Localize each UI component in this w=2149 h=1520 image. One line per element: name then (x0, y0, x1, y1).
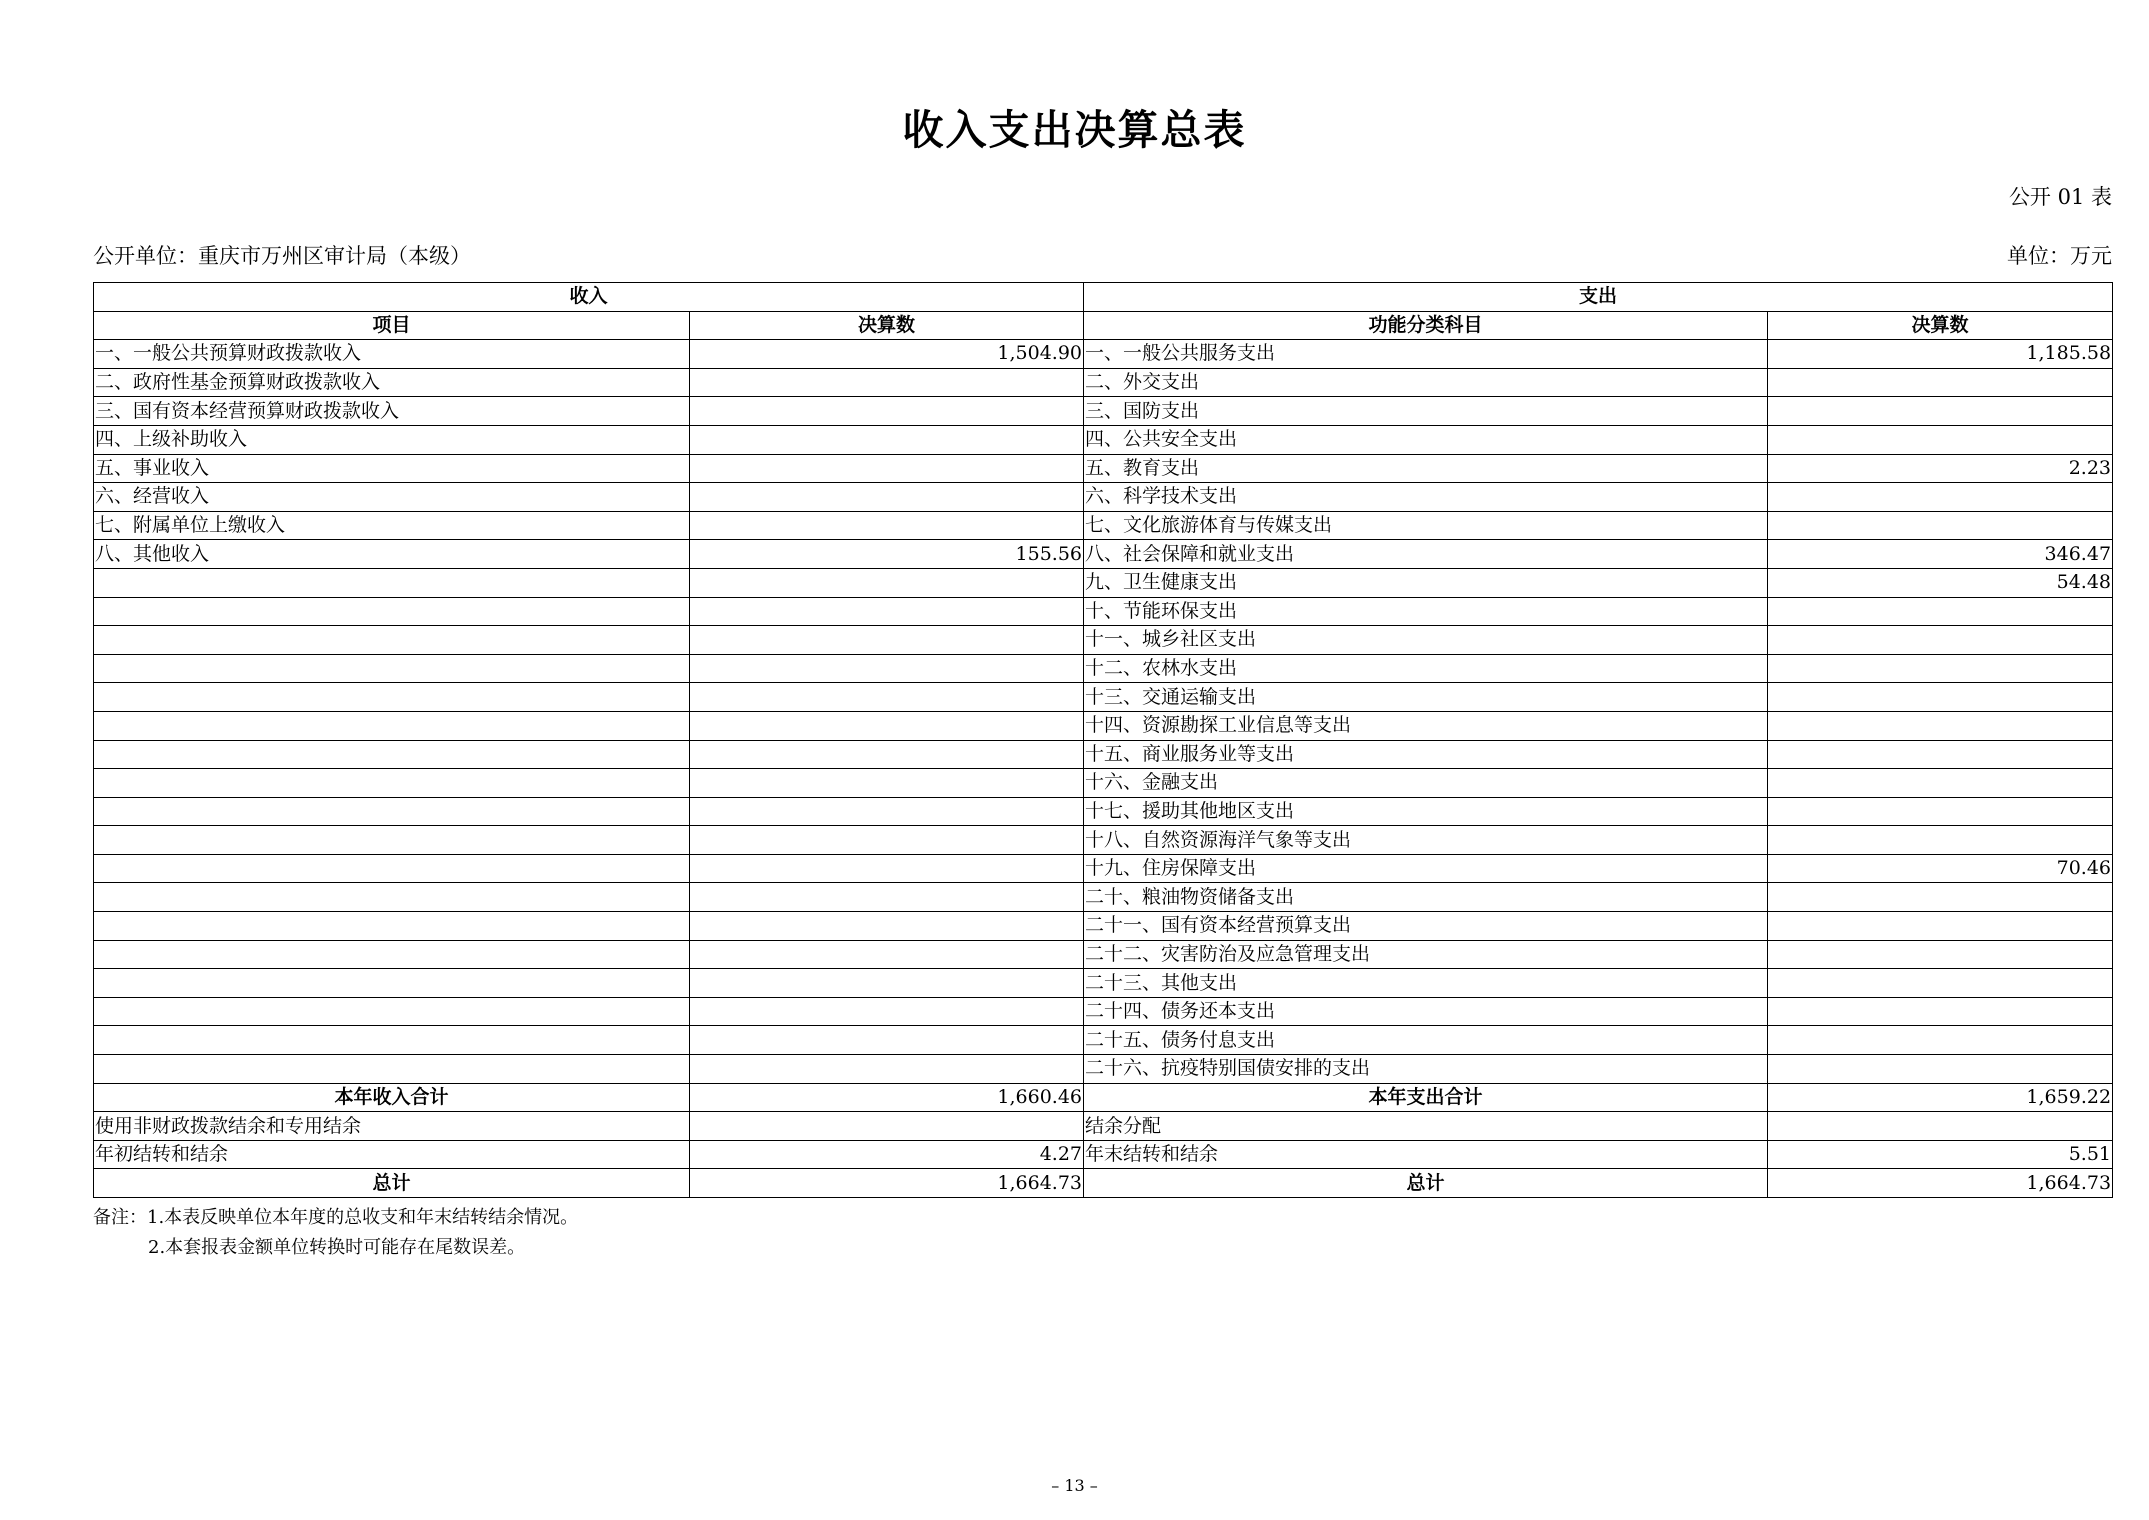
income-amount-cell (690, 940, 1084, 969)
table-row (94, 997, 2113, 1026)
income-item-cell: 三、国有资本经营预算财政拨款收入 (94, 397, 690, 426)
expense-amount-cell (1768, 425, 2113, 454)
expense-item-cell: 三、国防支出 (1084, 397, 1768, 426)
table-row (94, 826, 2113, 855)
item-header: 项目 (94, 311, 690, 340)
table-row (94, 597, 2113, 626)
income-amount-cell (690, 511, 1084, 540)
expense-amount-cell (1768, 711, 2113, 740)
table-row (94, 1140, 2113, 1169)
expense-header: 支出 (1084, 283, 2113, 312)
income-amount-cell (690, 969, 1084, 998)
expense-item-cell: 八、社会保障和就业支出 (1084, 540, 1768, 569)
table-row (94, 425, 2113, 454)
expense-item-cell: 十九、住房保障支出 (1084, 854, 1768, 883)
expense-item-cell: 十四、资源勘探工业信息等支出 (1084, 711, 1768, 740)
expense-item-cell: 二、外交支出 (1084, 368, 1768, 397)
income-item-cell: 二、政府性基金预算财政拨款收入 (94, 368, 690, 397)
expense-item-cell: 一、一般公共服务支出 (1084, 340, 1768, 369)
table-row (94, 1112, 2113, 1141)
income-item-cell: 年初结转和结余 (94, 1140, 690, 1169)
income-amount-cell (690, 368, 1084, 397)
expense-amount-cell (1768, 1112, 2113, 1141)
table-row (94, 540, 2113, 569)
income-amount-cell: 155.56 (690, 540, 1084, 569)
expense-item-cell: 二十一、国有资本经营预算支出 (1084, 912, 1768, 941)
expense-amount-cell (1768, 483, 2113, 512)
income-item-cell (94, 769, 690, 798)
note-1: 备注：1.本表反映单位本年度的总收支和年末结转结余情况。 (93, 1207, 579, 1228)
income-item-cell: 六、经营收入 (94, 483, 690, 512)
income-amount-cell (690, 1112, 1084, 1141)
income-item-cell (94, 997, 690, 1026)
income-item-cell (94, 740, 690, 769)
expense-item-cell: 十、节能环保支出 (1084, 597, 1768, 626)
income-item-cell (94, 940, 690, 969)
expense-amount-cell (1768, 883, 2113, 912)
expense-amount-cell: 70.46 (1768, 854, 2113, 883)
income-amount-cell (690, 854, 1084, 883)
table-row (94, 626, 2113, 655)
expense-amount-cell (1768, 626, 2113, 655)
income-amount-cell (690, 568, 1084, 597)
expense-amount-cell (1768, 969, 2113, 998)
expense-item-cell: 六、科学技术支出 (1084, 483, 1768, 512)
page-number: – 13 – (1051, 1476, 1098, 1495)
table-row (94, 511, 2113, 540)
income-item-cell (94, 912, 690, 941)
income-item-cell: 八、其他收入 (94, 540, 690, 569)
total-row (94, 1169, 2113, 1198)
table-row (94, 654, 2113, 683)
expense-amount-cell: 1,185.58 (1768, 340, 2113, 369)
income-amount-cell (690, 626, 1084, 655)
income-item-cell: 四、上级补助收入 (94, 425, 690, 454)
expense-item-cell: 二十三、其他支出 (1084, 969, 1768, 998)
expense-item-cell: 二十、粮油物资储备支出 (1084, 883, 1768, 912)
expense-amount-cell (1768, 1026, 2113, 1055)
income-item-cell: 五、事业收入 (94, 454, 690, 483)
expense-amount-cell (1768, 826, 2113, 855)
expense-item-cell: 二十二、灾害防治及应急管理支出 (1084, 940, 1768, 969)
income-item-cell (94, 626, 690, 655)
expense-item-cell: 九、卫生健康支出 (1084, 568, 1768, 597)
expense-item-cell: 二十五、债务付息支出 (1084, 1026, 1768, 1055)
header-row-columns (94, 311, 2113, 340)
budget-summary-table (93, 282, 2113, 1198)
table-row (94, 568, 2113, 597)
table-row (94, 969, 2113, 998)
form-number: 公开 01 表 (2008, 185, 2112, 209)
expense-item-cell: 二十四、债务还本支出 (1084, 997, 1768, 1026)
income-amount-cell (690, 826, 1084, 855)
income-amount-cell: 1,504.90 (690, 340, 1084, 369)
table-row (94, 940, 2113, 969)
table-body (94, 283, 2113, 1198)
amount-header: 决算数 (690, 311, 1084, 340)
income-item-cell: 使用非财政拨款结余和专用结余 (94, 1112, 690, 1141)
income-item-cell (94, 711, 690, 740)
income-amount-cell (690, 797, 1084, 826)
income-amount-cell (690, 997, 1084, 1026)
expense-amount-cell (1768, 797, 2113, 826)
table-row (94, 854, 2113, 883)
expense-amount-cell (1768, 740, 2113, 769)
income-item-cell: 七、附属单位上缴收入 (94, 511, 690, 540)
income-amount-cell: 4.27 (690, 1140, 1084, 1169)
expense-amount-cell: 54.48 (1768, 568, 2113, 597)
income-amount-cell (690, 740, 1084, 769)
income-amount-cell (690, 883, 1084, 912)
expense-item-cell: 十三、交通运输支出 (1084, 683, 1768, 712)
amount-header-expense: 决算数 (1768, 311, 2113, 340)
expense-amount-cell: 346.47 (1768, 540, 2113, 569)
income-item-cell (94, 1055, 690, 1084)
table-row (94, 740, 2113, 769)
expense-amount-cell (1768, 397, 2113, 426)
table-row (94, 883, 2113, 912)
page-title: 收入支出决算总表 (902, 106, 1247, 154)
table-row (94, 769, 2113, 798)
table-row (94, 797, 2113, 826)
expense-amount-cell (1768, 997, 2113, 1026)
header-row-group (94, 283, 2113, 312)
income-item-cell: 一、一般公共预算财政拨款收入 (94, 340, 690, 369)
income-amount-cell (690, 711, 1084, 740)
expense-item-cell: 五、教育支出 (1084, 454, 1768, 483)
income-amount-cell (690, 397, 1084, 426)
table-row (94, 368, 2113, 397)
expense-amount-cell: 2.23 (1768, 454, 2113, 483)
expense-amount-cell (1768, 769, 2113, 798)
income-item-cell (94, 1026, 690, 1055)
table-row (94, 340, 2113, 369)
income-amount-cell: 1,664.73 (690, 1169, 1084, 1198)
income-amount-cell: 1,660.46 (690, 1083, 1084, 1112)
income-item-cell (94, 883, 690, 912)
expense-item-cell: 本年支出合计 (1084, 1083, 1768, 1112)
expense-item-cell: 十六、金融支出 (1084, 769, 1768, 798)
income-amount-cell (690, 454, 1084, 483)
income-amount-cell (690, 683, 1084, 712)
income-amount-cell (690, 769, 1084, 798)
expense-amount-cell: 1,664.73 (1768, 1169, 2113, 1198)
table-row (94, 483, 2113, 512)
expense-item-cell: 年末结转和结余 (1084, 1140, 1768, 1169)
income-amount-cell (690, 654, 1084, 683)
expense-item-cell: 结余分配 (1084, 1112, 1768, 1141)
expense-item-cell: 十七、援助其他地区支出 (1084, 797, 1768, 826)
income-amount-cell (690, 425, 1084, 454)
expense-amount-cell (1768, 683, 2113, 712)
income-item-cell (94, 969, 690, 998)
income-item-cell (94, 683, 690, 712)
expense-item-cell: 十八、自然资源海洋气象等支出 (1084, 826, 1768, 855)
income-item-cell (94, 654, 690, 683)
reporting-unit: 公开单位：重庆市万州区审计局（本级） (93, 244, 471, 268)
expense-amount-cell (1768, 511, 2113, 540)
expense-amount-cell (1768, 1055, 2113, 1084)
table-row (94, 454, 2113, 483)
subtotal-row (94, 1083, 2113, 1112)
income-item-cell (94, 597, 690, 626)
expense-item-cell: 二十六、抗疫特别国债安排的支出 (1084, 1055, 1768, 1084)
table-row (94, 912, 2113, 941)
income-amount-cell (690, 1026, 1084, 1055)
expense-amount-cell (1768, 940, 2113, 969)
expense-item-cell: 四、公共安全支出 (1084, 425, 1768, 454)
income-amount-cell (690, 597, 1084, 626)
income-header: 收入 (94, 283, 1084, 312)
income-amount-cell (690, 483, 1084, 512)
currency-unit: 单位：万元 (2007, 244, 2112, 268)
income-item-cell: 总计 (94, 1169, 690, 1198)
table-row (94, 1026, 2113, 1055)
table-row (94, 683, 2113, 712)
expense-amount-cell (1768, 597, 2113, 626)
note-2: 2.本套报表金额单位转换时可能存在尾数误差。 (148, 1237, 526, 1258)
expense-amount-cell (1768, 912, 2113, 941)
income-amount-cell (690, 1055, 1084, 1084)
income-item-cell (94, 568, 690, 597)
expense-amount-cell: 1,659.22 (1768, 1083, 2113, 1112)
income-item-cell (94, 826, 690, 855)
income-item-cell (94, 797, 690, 826)
notes (93, 1203, 578, 1263)
expense-amount-cell (1768, 654, 2113, 683)
income-item-cell (94, 854, 690, 883)
table-row (94, 711, 2113, 740)
income-item-cell: 本年收入合计 (94, 1083, 690, 1112)
expense-amount-cell: 5.51 (1768, 1140, 2113, 1169)
expense-item-cell: 十二、农林水支出 (1084, 654, 1768, 683)
expense-item-cell: 七、文化旅游体育与传媒支出 (1084, 511, 1768, 540)
income-amount-cell (690, 912, 1084, 941)
expense-item-cell: 总计 (1084, 1169, 1768, 1198)
expense-amount-cell (1768, 368, 2113, 397)
table-row (94, 397, 2113, 426)
table-row (94, 1055, 2113, 1084)
func-item-header: 功能分类科目 (1084, 311, 1768, 340)
expense-item-cell: 十五、商业服务业等支出 (1084, 740, 1768, 769)
expense-item-cell: 十一、城乡社区支出 (1084, 626, 1768, 655)
